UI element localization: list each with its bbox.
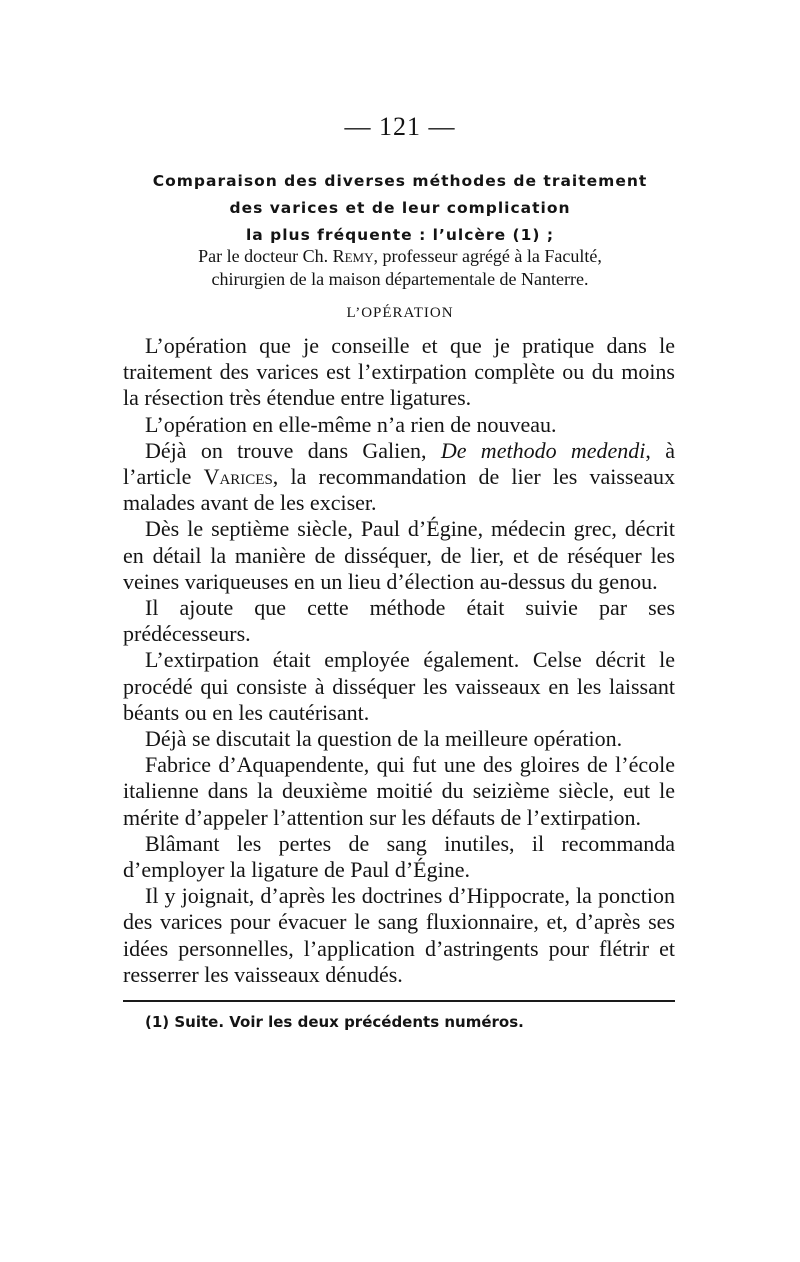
article-name: Varices — [203, 464, 273, 490]
byline-line-2: chirurgien de la maison départementale de Nanterre. — [211, 269, 589, 289]
footnote-rule — [123, 1000, 675, 1002]
title-line-1: Comparaison des diverses méthodes de traitement — [152, 172, 648, 190]
author-byline — [140, 245, 660, 291]
body-text — [123, 333, 675, 988]
paragraph-3 — [123, 438, 675, 517]
paragraph-1: L’opération que je conseille et que je pratique dans le traitement des varices est l’extirpation complète ou du moins la résection très étendue entre ligatures. — [123, 333, 675, 411]
article-title — [140, 168, 660, 249]
section-heading: L’OPÉRATION — [346, 305, 454, 321]
title-line-2: des varices et de leur complication — [229, 199, 571, 217]
paragraph-3-mid: , à l’article — [123, 437, 676, 490]
paragraph-6: L’extirpation était employée également. Celse décrit le procédé qui consiste à disséquer les vaisseaux en les laissant béants ou en les cautérisant. — [123, 647, 675, 725]
paragraph-8: Fabrice d’Aquapendente, qui fut une des gloires de l’école italienne dans la deuxième moitié du seizième siècle, eut le mérite d’appeler l’attention sur les défauts de l’extirpation. — [123, 752, 675, 830]
byline-prefix: Par le docteur Ch. — [198, 246, 329, 266]
paragraph-7: Déjà se discutait la question de la meilleure opération. — [145, 726, 623, 752]
author-name: Remy — [332, 246, 374, 266]
byline-affiliation: , professeur agrégé à la Faculté, — [373, 246, 602, 266]
paragraph-5: Il ajoute que cette méthode était suivie par ses prédécesseurs. — [123, 595, 675, 647]
title-line-3: la plus fréquente : l’ulcère (1) ; — [245, 226, 555, 244]
paragraph-3-start: Déjà on trouve dans Galien, — [145, 437, 427, 463]
paragraph-10: Il y joignait, d’après les doctrines d’Hippocrate, la ponction des varices pour évacuer le sang fluxionnaire, et, d’après ses idées personnelles, l’application d’astringents pour flétrir et resserrer les vaisseaux dénudés. — [123, 883, 675, 987]
paragraph-4: Dès le septième siècle, Paul d’Égine, médecin grec, décrit en détail la manière de disséquer, de lier, et de réséquer les veines variqueuses en un lieu d’élection au-dessus du genou. — [123, 516, 675, 594]
paragraph-9: Blâmant les pertes de sang inutiles, il recommanda d’employer la ligature de Paul d’Égine. — [123, 830, 675, 883]
footnote: (1) Suite. Voir les deux précédents numéros. — [145, 1013, 524, 1031]
byline-line-1 — [140, 245, 660, 268]
paragraph-3-end: , la recommandation de lier les vaisseaux malades avant de les exciser. — [123, 464, 675, 516]
page-number: — 121 — — [344, 112, 456, 141]
work-title: De methodo medendi — [440, 437, 646, 463]
paragraph-2: L’opération en elle-même n’a rien de nouveau. — [145, 411, 557, 437]
